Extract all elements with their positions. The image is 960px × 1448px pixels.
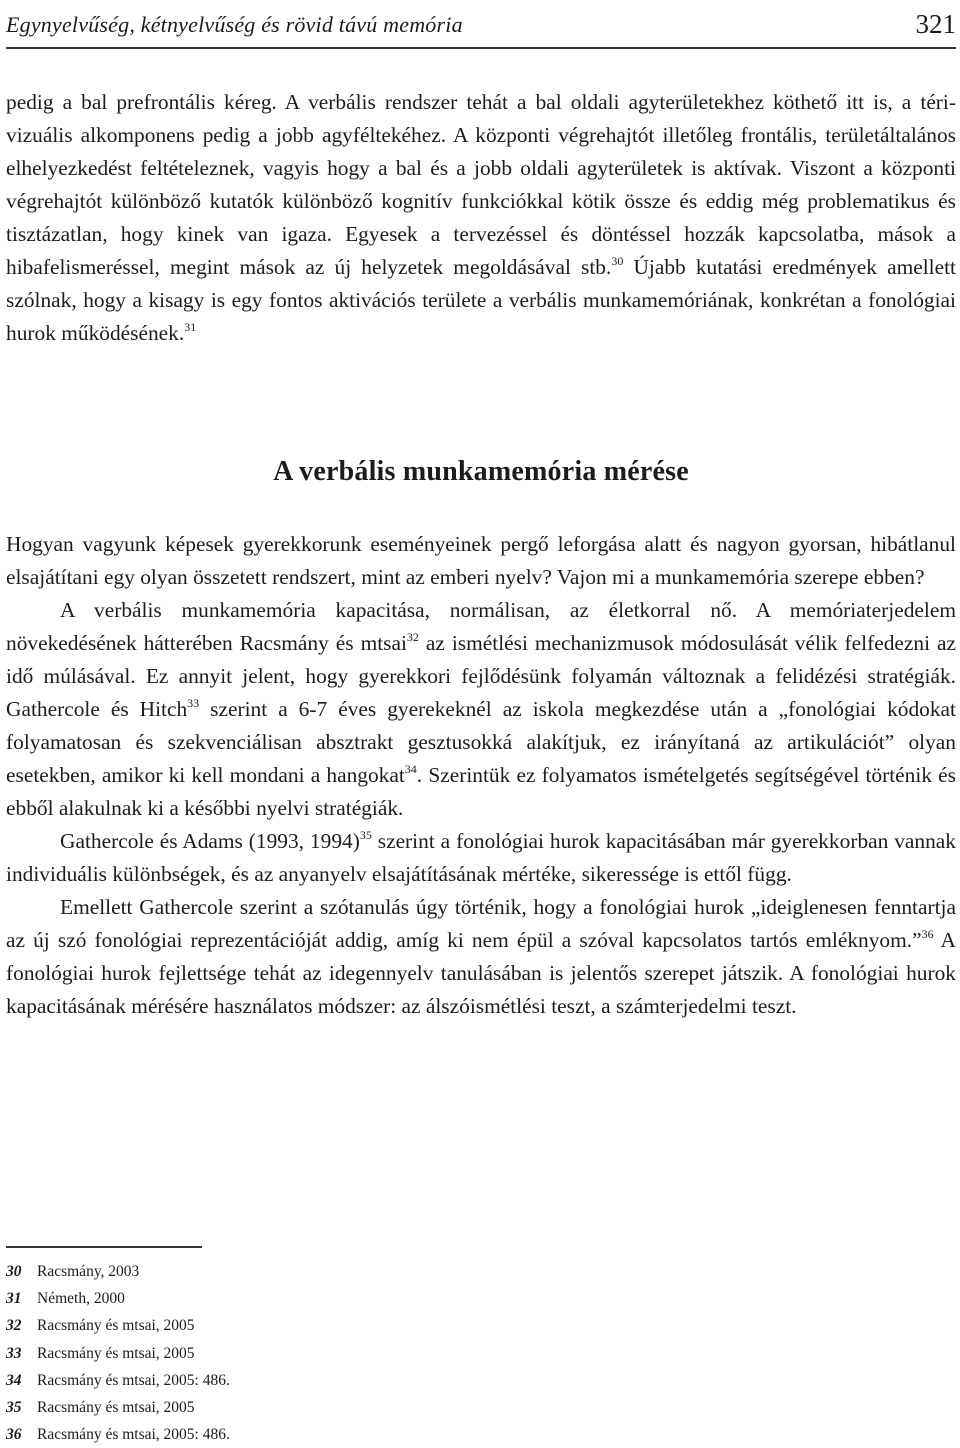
footnote	[6, 1312, 606, 1339]
text-run: szerint a 6-7 éves gyerekeknél az iskola megkezdése után a „fonológiai kódokat folyamatosan és szekvenciálisan absztrakt gesztusokká alakítjuk, ez irányítaná az artikulációt” olyan esetekben, amikor ki kell mondani a hangokat	[6, 697, 956, 787]
footnote	[6, 1340, 606, 1367]
text-run: szerint a fonológiai hurok kapacitásában már gyerekkorban vannak individuális különbségek, és az anyanyelv elsajátításának mértéke, sikeressége is ettől függ.	[6, 829, 957, 886]
text-run: Emellett Gathercole szerint a szótanulás úgy történik, hogy a fonológiai hurok „ideiglenesen fenntartja az új szó fonológiai reprezentációját addig, amíg ki nem épül a szóval kapcsolatos tartós emléknyom.”	[6, 895, 956, 952]
running-header	[6, 0, 956, 38]
footnote-number: 35	[6, 1398, 22, 1416]
section-body-text	[6, 528, 956, 1023]
footnote-ref[interactable]: 33	[187, 696, 200, 710]
footnote	[6, 1258, 606, 1285]
section-intro-text	[6, 86, 956, 350]
footnote	[6, 1421, 606, 1448]
footnote-text: Racsmány, 2003	[37, 1263, 140, 1280]
footnote-ref[interactable]: 35	[359, 828, 372, 842]
footnote-ref[interactable]: 36	[921, 927, 934, 941]
footnote-ref[interactable]: 32	[406, 630, 419, 644]
text-run: pedig a bal prefrontális kéreg. A verbális rendszer tehát a bal oldali agyterületekhez köthető itt is, a téri-vizuális alkomponens pedig a jobb agyféltekéhez. A központi végrehajtót illetőleg frontális, területáltalános elhelyezkedést feltételeznek, vagyis hogy a bal és a jobb oldali agyterületek is aktívak. Viszont a központi végrehajtót különböző kutatók különböző kognitív funkciókkal kötik össze és eddig még problematikus és tisztázatlan, hogy kinek van igaza. Egyesek a tervezéssel és döntéssel hozzák kapcsolatba, mások a hibafelismeréssel, megint mások az új helyzetek megoldásával stb.	[6, 90, 956, 279]
text-run: Újabb kutatási eredmények amellett szólnak, hogy a kisagy is egy fontos aktivációs területe a verbális munkamemóriának, konkrétan a fonológiai hurok működésének.	[6, 255, 956, 345]
footnote-text: Németh, 2000	[37, 1290, 125, 1308]
footnote-number: 32	[6, 1317, 22, 1335]
footnote	[6, 1285, 606, 1312]
text-run: A fonológiai hurok fejlettsége tehát az idegennyelv tanulásában is jelentős szerepet játszik. A fonológiai hurok kapacitásának mérésére használatos módszer: az álszóismétlési teszt, a számterjedelmi teszt.	[6, 928, 956, 1018]
text-run: az ismétlési mechanizmusok módosulását vélik felfedezni az idő múlásával. Ez annyit jelent, hogy gyerekkori fejlődésünk folyamán változnak a felidézési stratégiák. Gathercole és Hitch	[6, 631, 957, 721]
footnote-text: Racsmány és mtsai, 2005: 486.	[37, 1426, 230, 1444]
footnote-ref[interactable]: 34	[404, 762, 417, 776]
footnote-text: Racsmány és mtsai, 2005	[37, 1317, 195, 1335]
footnote-number: 31	[6, 1290, 22, 1308]
footnote-text: Racsmány és mtsai, 2005	[37, 1398, 195, 1416]
footnote-number: 34	[6, 1371, 22, 1389]
page-number: 321	[915, 9, 956, 39]
footnote-text: Racsmány és mtsai, 2005: 486.	[37, 1371, 230, 1389]
footnote-ref[interactable]: 31	[184, 320, 197, 334]
running-title: Egynyelvűség, kétnyelvűség és rövid távú memória	[6, 12, 463, 37]
footnote-number: 30	[6, 1263, 22, 1280]
paragraph	[6, 891, 956, 1023]
text-run: . Szerintük ez folyamatos ismételgetés segítségével történik és ebből alakulnak ki a későbbi nyelvi stratégiák.	[6, 763, 957, 820]
paragraph	[6, 86, 956, 350]
paragraph: Hogyan vagyunk képesek gyerekkorunk eseményeinek pergő leforgása alatt és nagyon gyorsan, hibátlanul elsajátítani egy olyan összetett rendszert, mint az emberi nyelv? Vajon mi a munkamemória szerepe ebben?	[6, 532, 956, 589]
text-run: Gathercole és Adams (1993, 1994)	[60, 829, 360, 853]
text-run: A verbális munkamemória kapacitása, normálisan, az életkorral nő. A memóriaterjedelem növekedésének hátterében Racsmány és mtsai	[6, 598, 956, 655]
footnote	[6, 1394, 606, 1421]
footnote-ref[interactable]: 30	[611, 254, 624, 268]
footnote-separator	[6, 1246, 202, 1248]
footnotes	[6, 1258, 606, 1448]
paragraph	[6, 594, 956, 825]
footnote-number: 36	[6, 1426, 22, 1444]
footnote-number: 33	[6, 1344, 22, 1362]
section-heading: A verbális munkamemória mérése	[273, 456, 689, 487]
header-rule	[6, 47, 956, 49]
footnote-text: Racsmány és mtsai, 2005	[37, 1344, 195, 1362]
footnote	[6, 1367, 606, 1394]
paragraph	[6, 825, 956, 891]
